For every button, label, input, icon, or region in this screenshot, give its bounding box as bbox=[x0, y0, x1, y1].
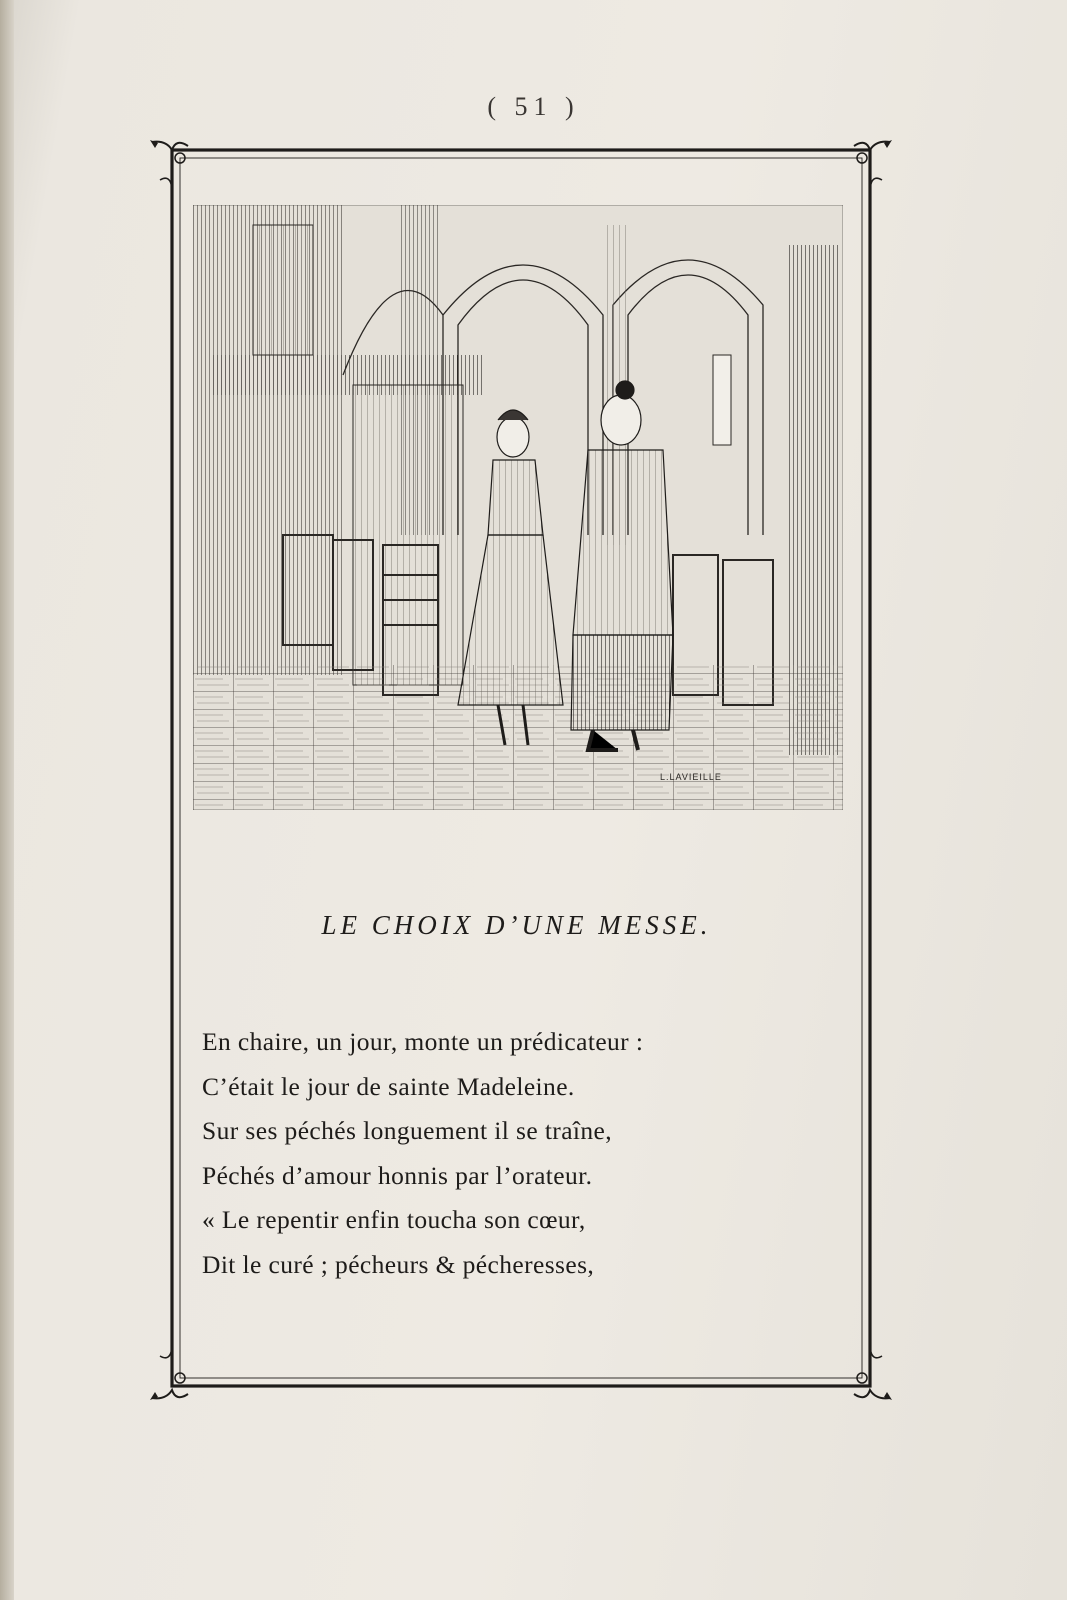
poem-line: C’était le jour de sainte Madeleine. bbox=[202, 1071, 575, 1101]
poem-title: LE CHOIX D’UNE MESSE. bbox=[321, 910, 712, 940]
poem-line: En chaire, un jour, monte un prédicateur : bbox=[202, 1027, 644, 1056]
church-interior-engraving bbox=[193, 205, 843, 810]
page-number: ( 51 ) bbox=[487, 92, 580, 121]
poem-line: Dit le curé ; pécheurs & pécheresses, bbox=[202, 1249, 595, 1279]
poem-line: Sur ses péchés longuement il se traîne, bbox=[202, 1116, 613, 1145]
poem-stanza bbox=[202, 1020, 822, 1287]
poem-line: « Le repentir enfin toucha son cœur, bbox=[202, 1205, 586, 1234]
book-edge bbox=[0, 0, 14, 1600]
poem-line: Péchés d’amour honnis par l’orateur. bbox=[202, 1160, 593, 1190]
engraver-signature: L.LAVIEILLE bbox=[660, 772, 722, 782]
